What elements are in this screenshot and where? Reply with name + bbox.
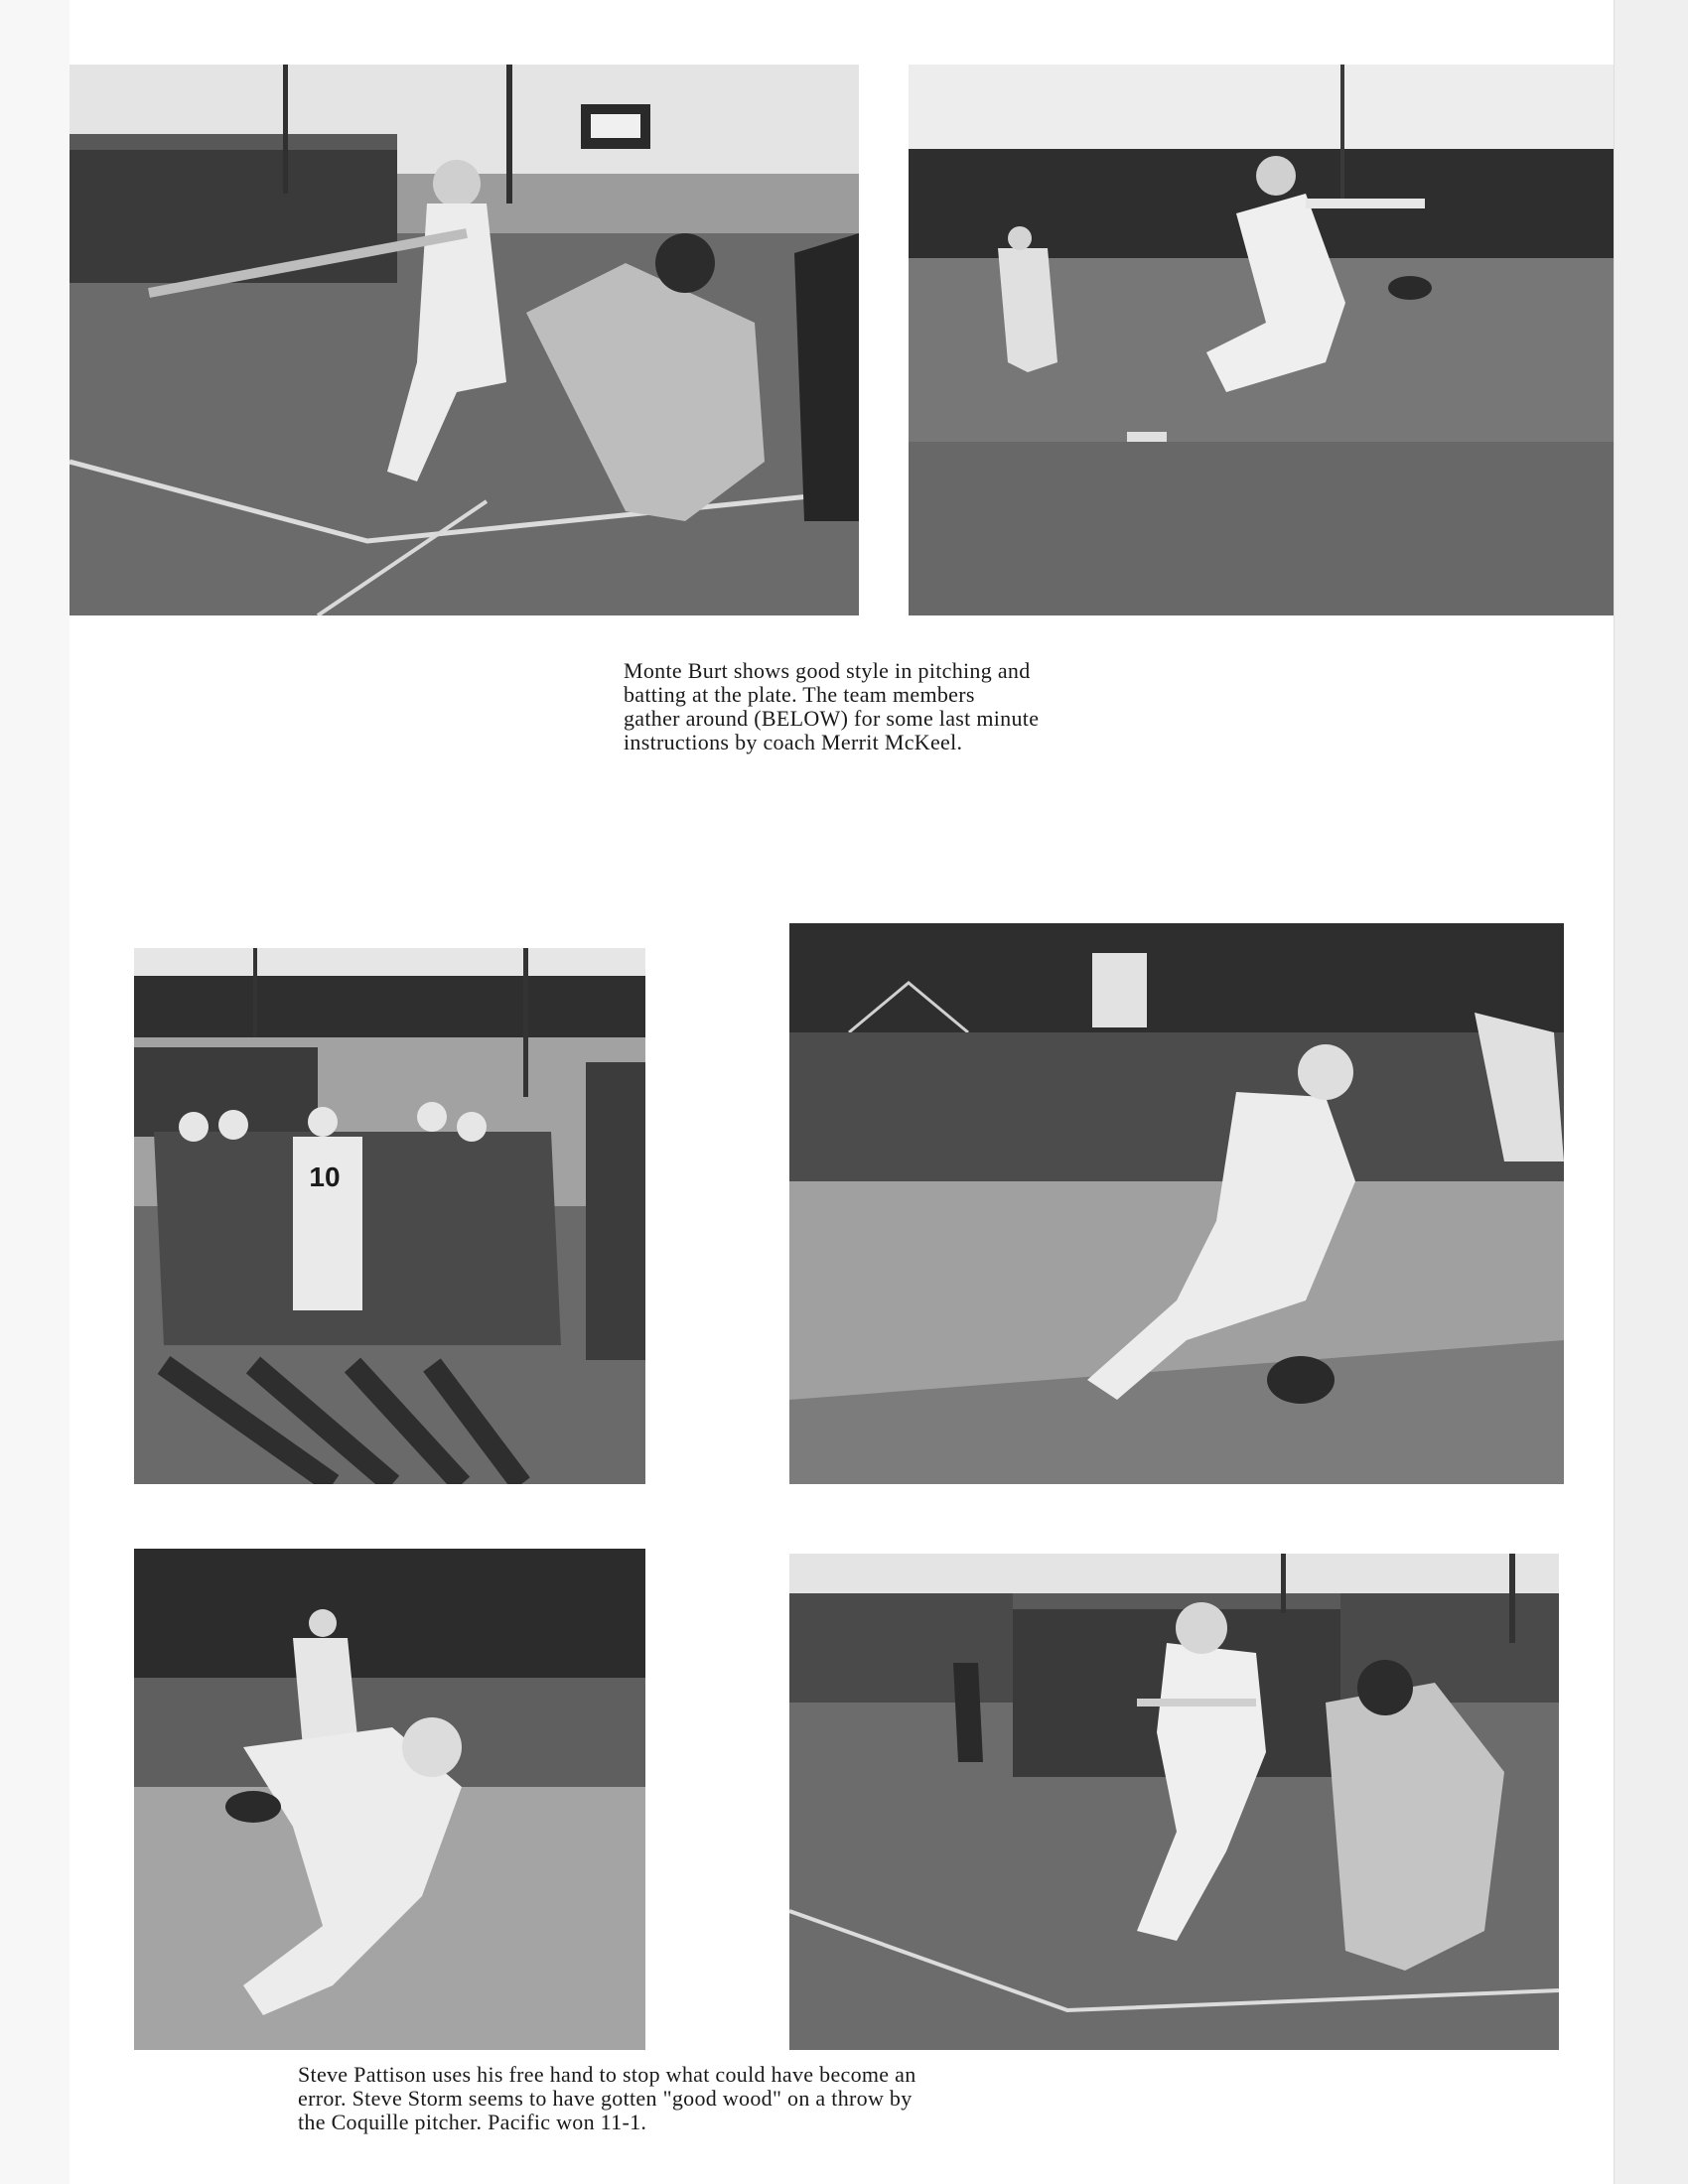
umpire-figure: [794, 233, 859, 521]
photo-fielding-grounder: [789, 923, 1564, 1484]
photo-batting-at-plate: [70, 65, 859, 615]
caption-top: [624, 659, 1039, 754]
photo-pitching: [909, 65, 1614, 615]
caption-top-line-1: Monte Burt shows good style in pitching and: [624, 658, 1031, 683]
treeline-shape: [789, 923, 1564, 1032]
caption-bottom: [298, 2063, 916, 2134]
caption-bottom-line-2: error. Steve Storm seems to have gotten "good wood" on a throw by: [298, 2086, 913, 2111]
spectator-figure: [953, 1663, 983, 1762]
caption-top-line-3: gather around (BELOW) for some last minute: [624, 706, 1040, 731]
photo-free-hand-stop: [134, 1549, 645, 2050]
jersey-number: 10: [309, 1161, 341, 1192]
photo-team-huddle: [134, 948, 645, 1484]
background-player-figure: [293, 1638, 357, 1747]
caption-bottom-line-1: Steve Pattison uses his free hand to stop what could have become an: [298, 2062, 916, 2087]
page-right-edge: [1614, 0, 1688, 2184]
page-left-margin: [0, 0, 70, 2184]
photo-good-wood: [789, 1554, 1559, 2050]
caption-bottom-line-3: the Coquille pitcher. Pacific won 11-1.: [298, 2110, 647, 2134]
treeline-shape: [134, 1549, 645, 1678]
caption-top-line-2: batting at the plate. The team members: [624, 682, 975, 707]
dugout-shape: [70, 134, 397, 283]
treeline-shape: [134, 976, 645, 1037]
caption-top-line-4: instructions by coach Merrit McKeel.: [624, 730, 963, 754]
shed-shape: [1092, 953, 1147, 1027]
